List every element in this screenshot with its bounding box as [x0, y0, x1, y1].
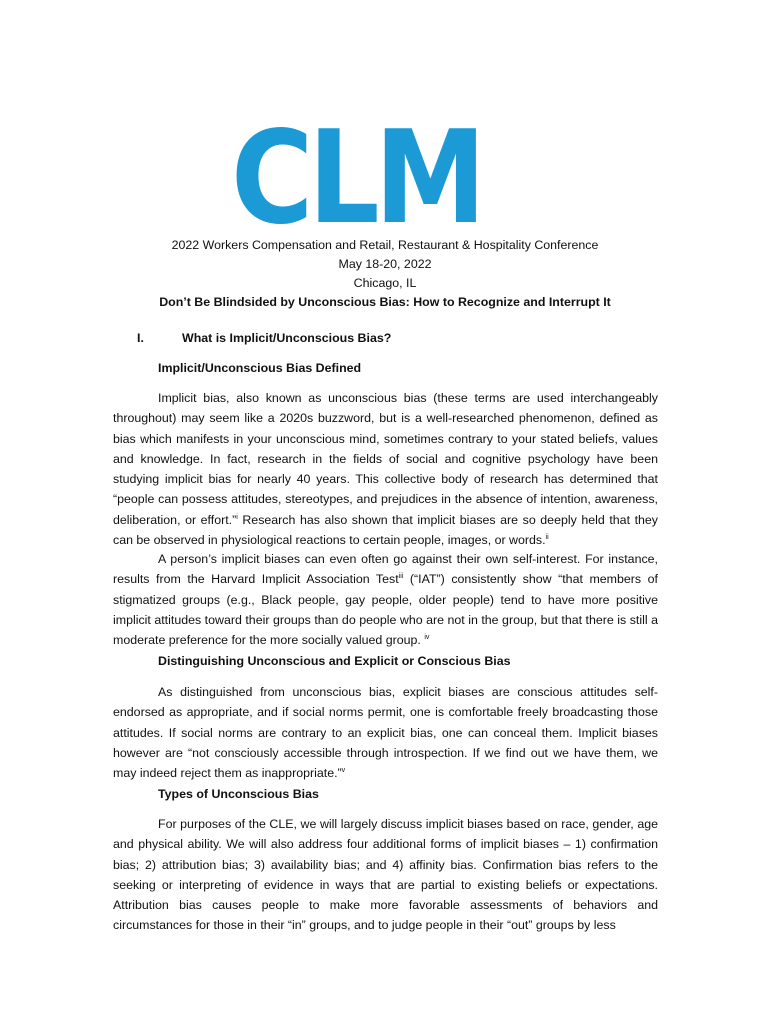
conference-location: Chicago, IL: [353, 276, 417, 290]
paragraph-distinguishing: [113, 682, 658, 783]
footnote-ref: iv: [424, 634, 430, 642]
subheading-defined: Implicit/Unconscious Bias Defined: [158, 361, 362, 375]
paragraph-self-interest: [113, 549, 658, 650]
section-heading: [137, 331, 391, 345]
section-title: What is Implicit/Unconscious Bias?: [182, 331, 392, 345]
subheading-types: Types of Unconscious Bias: [158, 787, 319, 801]
footnote-ref: ii: [545, 533, 549, 541]
paragraph-text: Research has also shown that implicit biases are so deeply held that they can be observed in physiological reactions to certain people, images, or words.: [113, 512, 658, 548]
section-number: I.: [137, 331, 144, 345]
logo-text: CLM: [231, 118, 481, 226]
paragraph-text: (“IAT”) consistently show “that members of stigmatized groups (e.g., Black people, gay people, older people) tend to have more positive implicit attitudes toward their groups than do people who are not in the group, but that there is still a moderate preference for the more socially valued group.: [113, 572, 658, 648]
paragraph-defined: [113, 388, 658, 550]
paragraph-text: Implicit bias, also known as unconscious bias (these terms are used interchangeably throughout) may seem like a 2020s buzzword, but is a well-researched phenomenon, defined as bias which manifests in your unconscious mind, sometimes contrary to your stated beliefs, values and knowledge. In fact, research in the fields of social and cognitive psychology have been studying implicit bias for nearly 40 years. This collective body of research has determined that “people can possess attitudes, stereotypes, and prejudices in the absence of intention, awareness, deliberation, or effort.”: [113, 391, 658, 527]
subheading-distinguishing: Distinguishing Unconscious and Explicit or Conscious Bias: [158, 654, 511, 668]
paragraph-text: As distinguished from unconscious bias, explicit biases are conscious attitudes self-endorsed as appropriate, and if social norms permit, one is comfortable freely broadcasting those attitudes. If social norms are contrary to an explicit bias, one can conceal them. Implicit biases however are “not consciously accessible through introspection. If we find out we have them, we may indeed reject them as inappropriate.”: [113, 685, 658, 781]
paragraph-text: A person’s implicit biases can even often go against their own self-interest. For instance, results from the Harvard Implicit Association Test: [113, 552, 658, 587]
paragraph-types: For purposes of the CLE, we will largely discuss implicit biases based on race, gender, age and physical ability. We will also address four additional forms of implicit biases – 1) confirmation bias; 2) attribution bias; 3) availability bias; and 4) affinity bias. Confirmation bias refers to the seeking or interpreting of evidence in ways that are partial to existing beliefs or expectations. Attribution bias causes people to make more favorable assessments of behaviors and circumstances for those in their “in” groups, and to judge people in their “out” groups by less: [113, 817, 658, 933]
clm-logo: [231, 118, 483, 226]
footnote-ref: v: [341, 767, 346, 775]
conference-dates: May 18-20, 2022: [338, 257, 432, 271]
footnote-ref: i: [236, 513, 238, 521]
conference-name: 2022 Workers Compensation and Retail, Restaurant & Hospitality Conference: [171, 238, 599, 252]
footnote-ref: iii: [398, 573, 404, 581]
session-title: Don’t Be Blindsided by Unconscious Bias: How to Recognize and Interrupt It: [159, 295, 611, 309]
